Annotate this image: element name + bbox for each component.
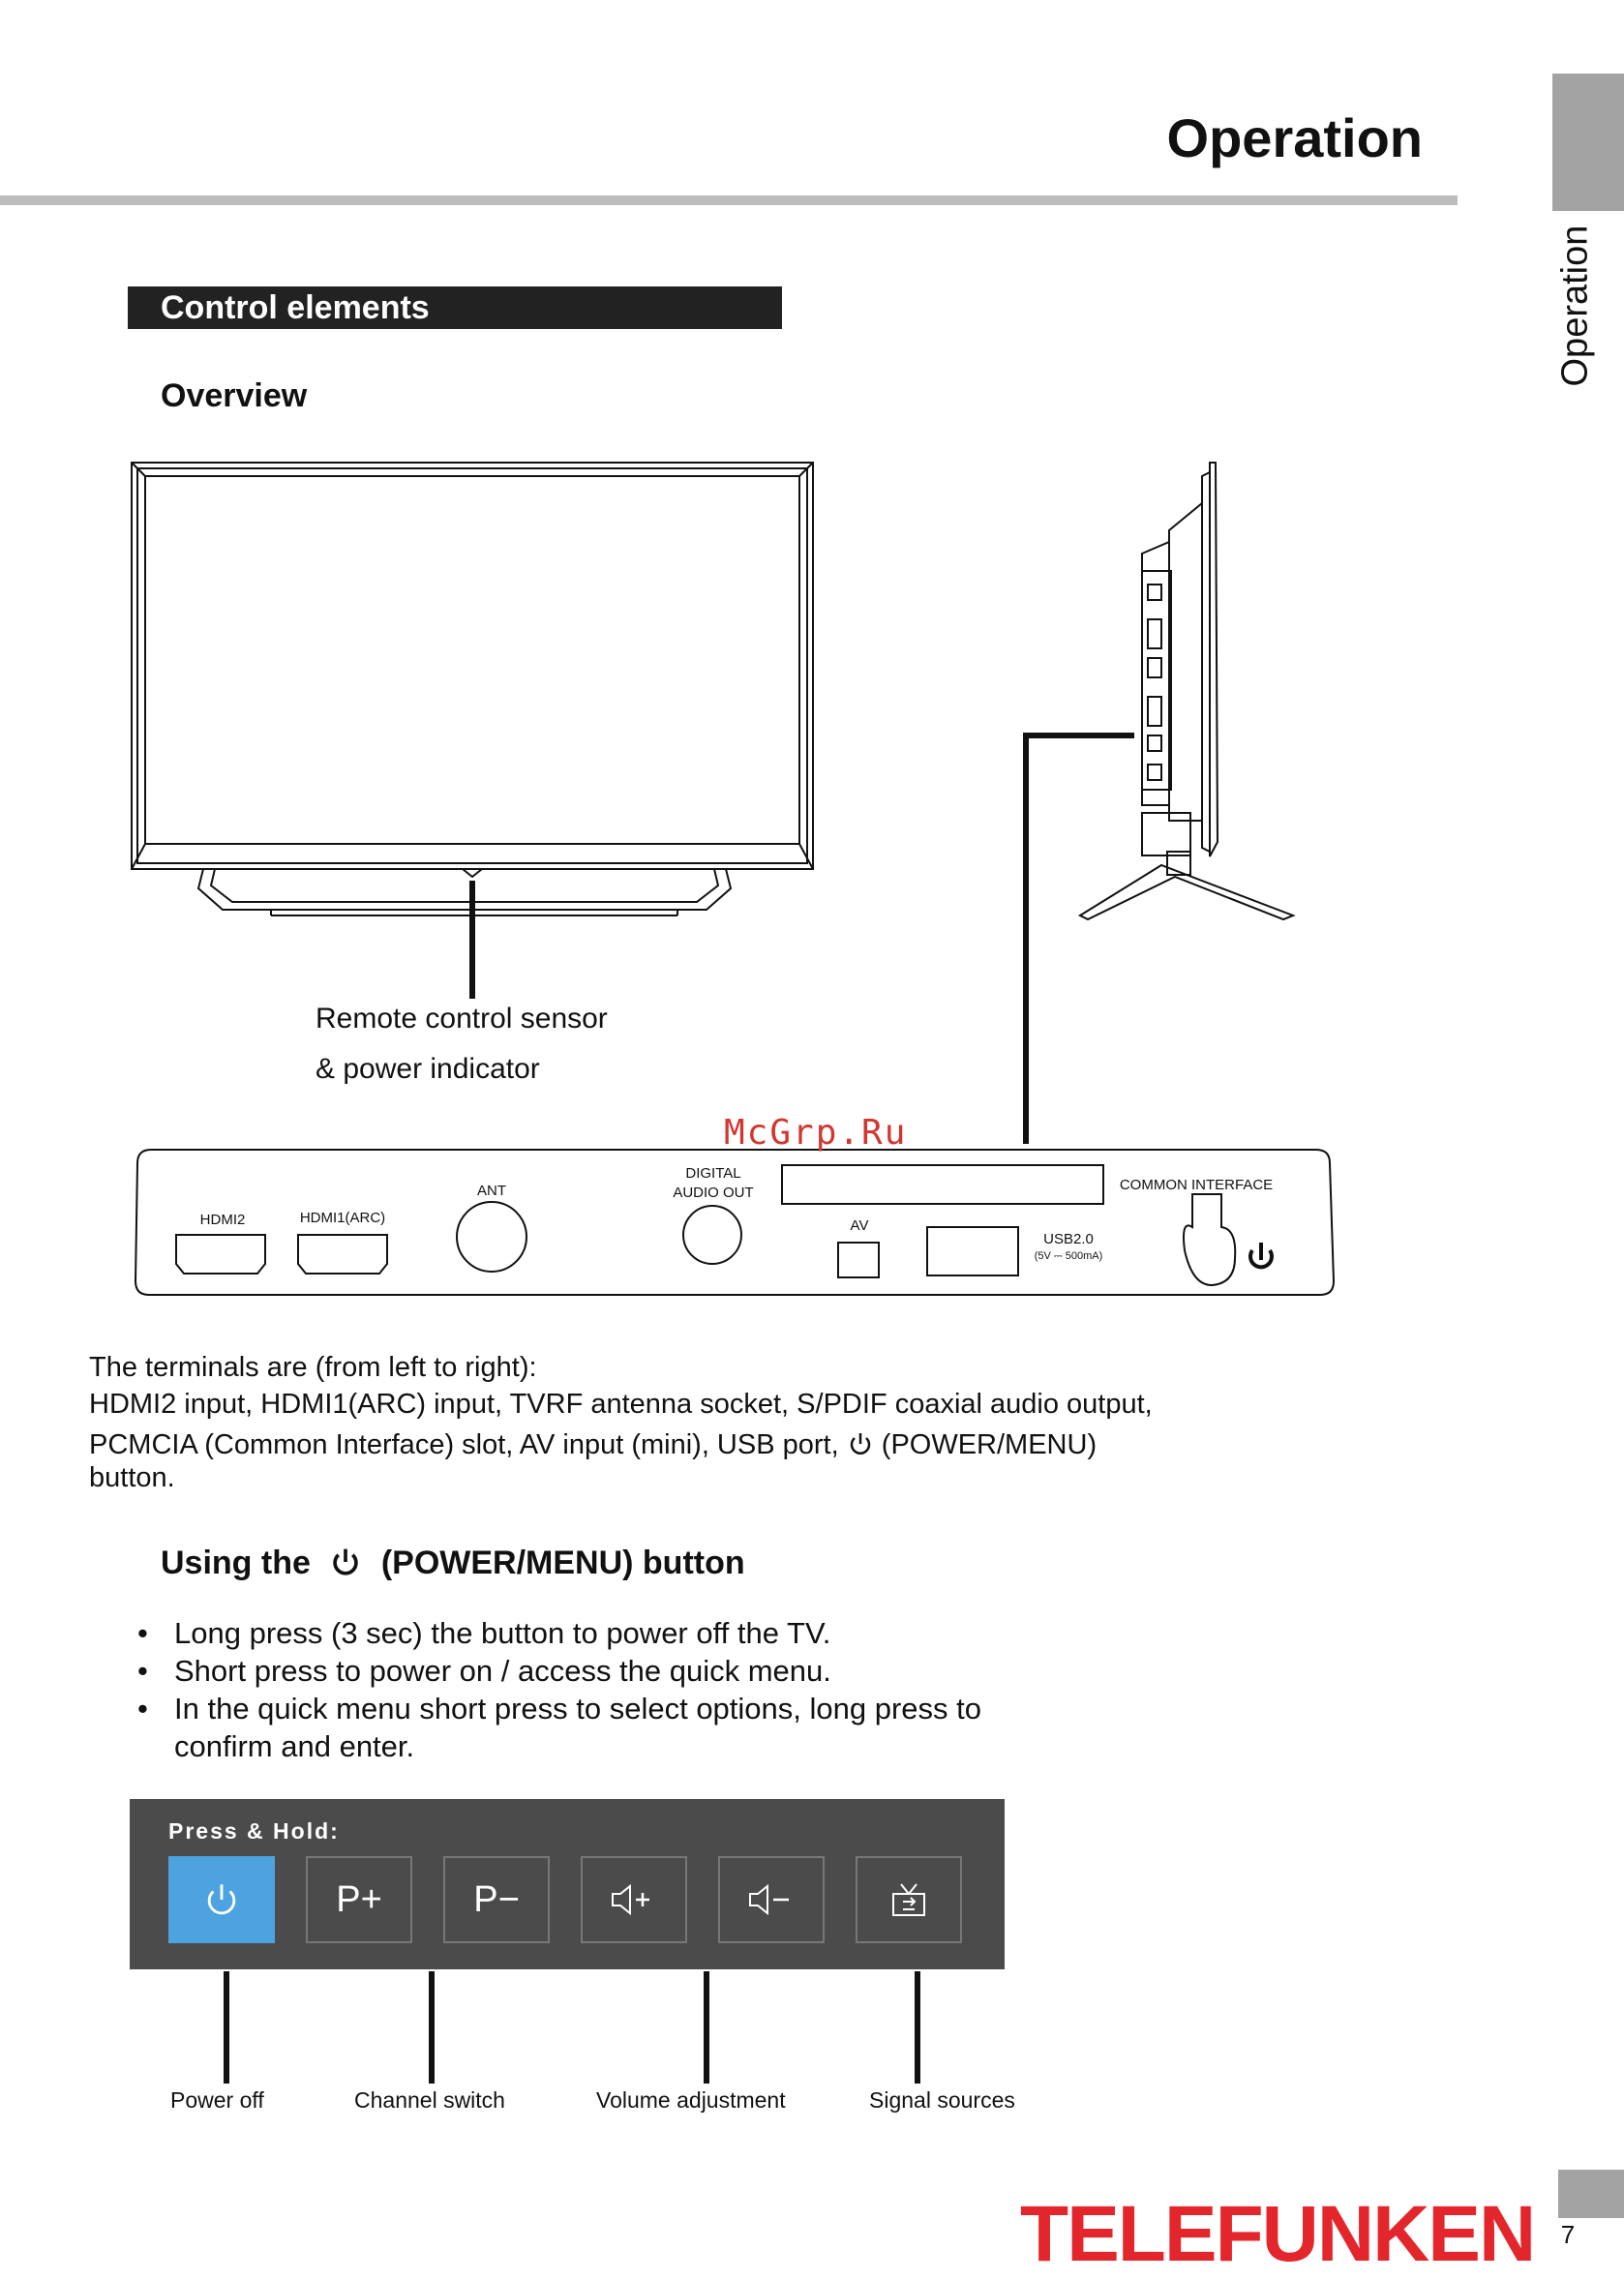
hdmi2-port: [176, 1235, 265, 1274]
sensor-caption-line1: Remote control sensor: [316, 1003, 608, 1035]
caption-power-off: Power off: [170, 2087, 264, 2113]
keypad-volume-up-button[interactable]: [581, 1856, 687, 1943]
caption-channel-switch: Channel switch: [354, 2087, 505, 2113]
volume-down-icon: [744, 1880, 798, 1919]
section-title: Control elements: [128, 286, 782, 329]
terminals-line2: HDMI2 input, HDMI1(ARC) input, TVRF antenna socket, S/PDIF coaxial audio output,: [89, 1389, 1153, 1420]
watermark: McGrp.Ru: [724, 1113, 908, 1153]
bullet-continuation: confirm and enter.: [174, 1729, 415, 1763]
ci-slot: [782, 1165, 1103, 1204]
ant-port: [457, 1202, 526, 1272]
usb-port: [927, 1227, 1018, 1275]
power-heading-post: (POWER/MENU) button: [380, 1545, 745, 1581]
leader-power: [224, 1971, 229, 2084]
keypad-power-button[interactable]: [168, 1856, 275, 1943]
digital-audio-port: [683, 1206, 741, 1264]
tv-front: [132, 463, 813, 915]
terminals-line3b: (POWER/MENU): [881, 1429, 1098, 1460]
keypad-volume-down-button[interactable]: [718, 1856, 825, 1943]
label-digital-1: DIGITAL: [685, 1165, 741, 1182]
volume-up-icon: [607, 1880, 661, 1919]
power-icon: [847, 1430, 874, 1457]
power-heading-pre: Using the: [161, 1545, 311, 1581]
caption-volume-adjustment: Volume adjustment: [596, 2087, 786, 2113]
side-label: Operation: [1554, 225, 1596, 387]
source-icon: [887, 1880, 930, 1919]
power-heading: [161, 1545, 745, 1582]
label-hdmi1: HDMI1(ARC): [299, 1210, 386, 1226]
label-usb-spec: (5V ⎓ 500mA): [1034, 1250, 1103, 1262]
side-leader: [1026, 735, 1134, 1144]
bullet-item: • Short press to power on / access the quick menu.: [134, 1652, 981, 1690]
sensor-caption-line2: & power indicator: [316, 1053, 540, 1085]
leader-channel: [429, 1971, 435, 2084]
overview-heading: Overview: [161, 377, 308, 414]
label-hdmi2: HDMI2: [199, 1212, 246, 1228]
label-digital-2: AUDIO OUT: [673, 1185, 754, 1201]
power-bullets: [134, 1614, 981, 1727]
keypad-title: Press & Hold:: [168, 1818, 340, 1844]
label-ant: ANT: [477, 1183, 506, 1199]
terminals-line3: [89, 1426, 1097, 1463]
leader-source: [915, 1971, 920, 2084]
page-tab: [1558, 2170, 1624, 2218]
bullet-item: • In the quick menu short press to select options, long press to: [134, 1690, 981, 1727]
power-icon: [202, 1880, 241, 1919]
power-icon: [329, 1545, 362, 1578]
label-av: AV: [850, 1217, 869, 1234]
keypad-channel-down-button[interactable]: P−: [443, 1856, 550, 1943]
caption-signal-sources: Signal sources: [869, 2087, 1015, 2113]
keypad-channel-up-button[interactable]: P+: [306, 1856, 412, 1943]
keypad-panel: [130, 1799, 1005, 1969]
terminals-line1: The terminals are (from left to right):: [89, 1352, 537, 1383]
leader-volume: [704, 1971, 709, 2084]
brand-logo: TELEFUNKEN: [1020, 2190, 1535, 2278]
page-title: Operation: [1166, 107, 1423, 168]
terminals-line3a: PCMCIA (Common Interface) slot, AV input (mini), USB port,: [89, 1429, 839, 1460]
ci-button-slot: [1184, 1194, 1235, 1285]
av-port: [838, 1243, 879, 1277]
hdmi1-port: [298, 1235, 387, 1274]
label-usb: USB2.0: [1043, 1231, 1094, 1247]
panel-power-icon: [1250, 1243, 1272, 1267]
label-common-interface: COMMON INTERFACE: [1119, 1177, 1274, 1193]
keypad-source-button[interactable]: [856, 1856, 962, 1943]
terminals-line4: button.: [89, 1462, 175, 1493]
bullet-item: • Long press (3 sec) the button to power off the TV.: [134, 1614, 981, 1652]
page-number: 7: [1560, 2220, 1576, 2249]
tv-side: [1080, 463, 1293, 919]
